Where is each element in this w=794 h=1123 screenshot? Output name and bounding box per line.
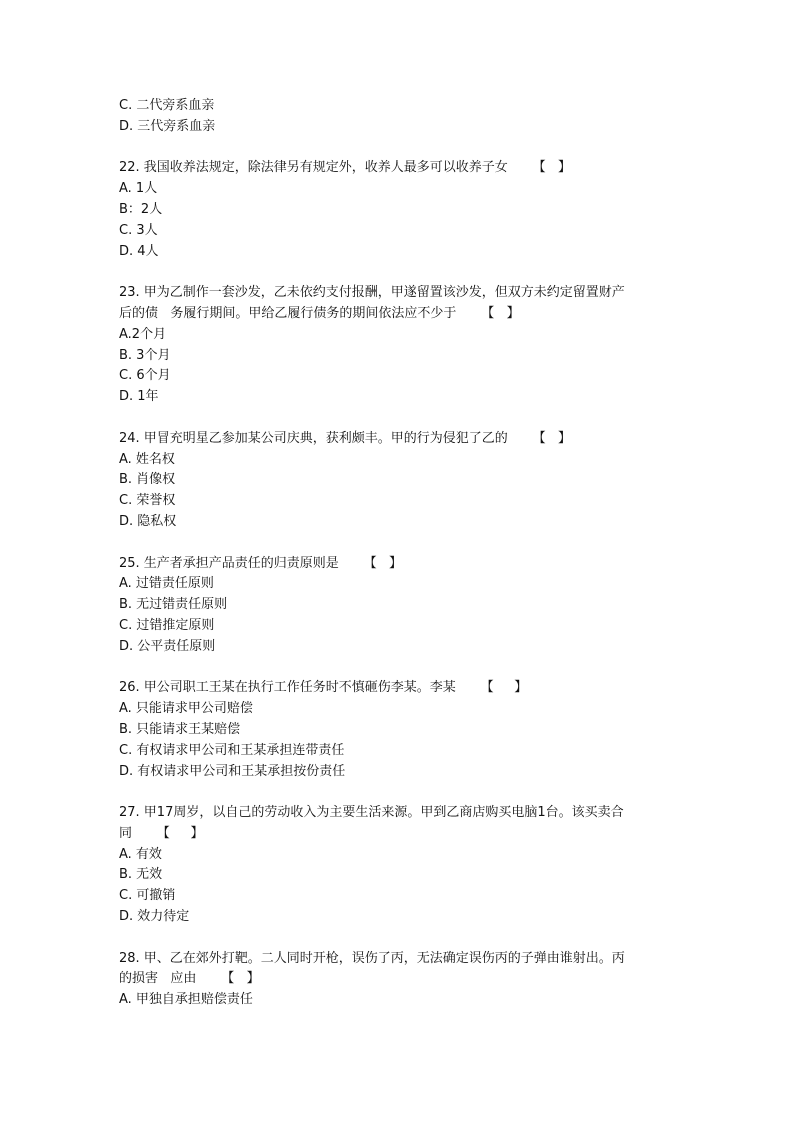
question-text: 24. 甲冒充明星乙参加某公司庆典，获利颇丰。甲的行为侵犯了乙的 【 】 — [119, 430, 571, 446]
document-page — [119, 96, 709, 1011]
option-line: D. 效力待定 — [119, 909, 190, 925]
question-text: 27. 甲17周岁，以自己的劳动收入为主要生活来源。甲到乙商店购买电脑1台。该买卖合 — [119, 805, 624, 821]
question-28 — [119, 949, 709, 1011]
option-line: C. 二代旁系血亲 — [119, 98, 215, 113]
question-text: 28. 甲、乙在郊外打靶。二人同时开枪，误伤了丙，无法确定误伤丙的子弹由谁射出。丙 — [119, 950, 625, 966]
option-line: B. 3个月 — [119, 347, 171, 363]
option-line: A. 只能请求甲公司赔偿 — [119, 701, 253, 717]
option-line: B. 无过错责任原则 — [119, 597, 228, 613]
question-23 — [119, 283, 709, 408]
option-line: D. 1年 — [119, 389, 159, 405]
option-line: D. 三代旁系血亲 — [119, 118, 216, 134]
question-text: 的损害 应由 【 】 — [119, 971, 260, 987]
option-line: C. 荣誉权 — [119, 493, 176, 509]
question-27 — [119, 803, 709, 928]
option-line: A. 有效 — [119, 846, 162, 862]
question-text: 26. 甲公司职工王某在执行工作任务时不慎砸伤李某。李某 【 】 — [119, 680, 528, 696]
option-line: D. 有权请求甲公司和王某承担按份责任 — [119, 763, 346, 779]
option-line: C. 可撤销 — [119, 888, 176, 904]
question-text: 后的债 务履行期间。甲给乙履行债务的期间依法应不少于 【 】 — [119, 305, 520, 321]
question-text: 23. 甲为乙制作一套沙发，乙未依约支付报酬，甲遂留置该沙发，但双方未约定留置财产 — [119, 285, 625, 301]
option-line: A.2个月 — [119, 326, 167, 342]
option-line: B. 无效 — [119, 867, 163, 883]
option-line: D. 公平责任原则 — [119, 638, 216, 654]
option-line: D. 4人 — [119, 243, 159, 259]
option-line: B. 只能请求王某赔偿 — [119, 721, 241, 737]
question-26 — [119, 678, 709, 782]
option-line: A. 过错责任原则 — [119, 576, 214, 592]
option-line: D. 隐私权 — [119, 513, 177, 529]
question-24 — [119, 429, 709, 533]
option-line: A. 姓名权 — [119, 451, 175, 467]
option-line: C. 过错推定原则 — [119, 617, 215, 633]
question-text: 25. 生产者承担产品责任的归责原则是 【 】 — [119, 555, 402, 571]
option-line: C. 3人 — [119, 222, 158, 238]
option-line: C. 有权请求甲公司和王某承担连带责任 — [119, 742, 345, 758]
option-line: C. 6个月 — [119, 368, 171, 384]
question-25 — [119, 554, 709, 658]
question-text: 22. 我国收养法规定，除法律另有规定外，收养人最多可以收养子女 【 】 — [119, 160, 571, 176]
question-text: 同 【 】 — [119, 825, 204, 841]
option-line: B：2人 — [119, 201, 163, 217]
option-line: A. 1人 — [119, 181, 158, 197]
option-line: B. 肖像权 — [119, 472, 176, 488]
question-22 — [119, 158, 709, 262]
option-line: A. 甲独自承担赔偿责任 — [119, 992, 253, 1008]
